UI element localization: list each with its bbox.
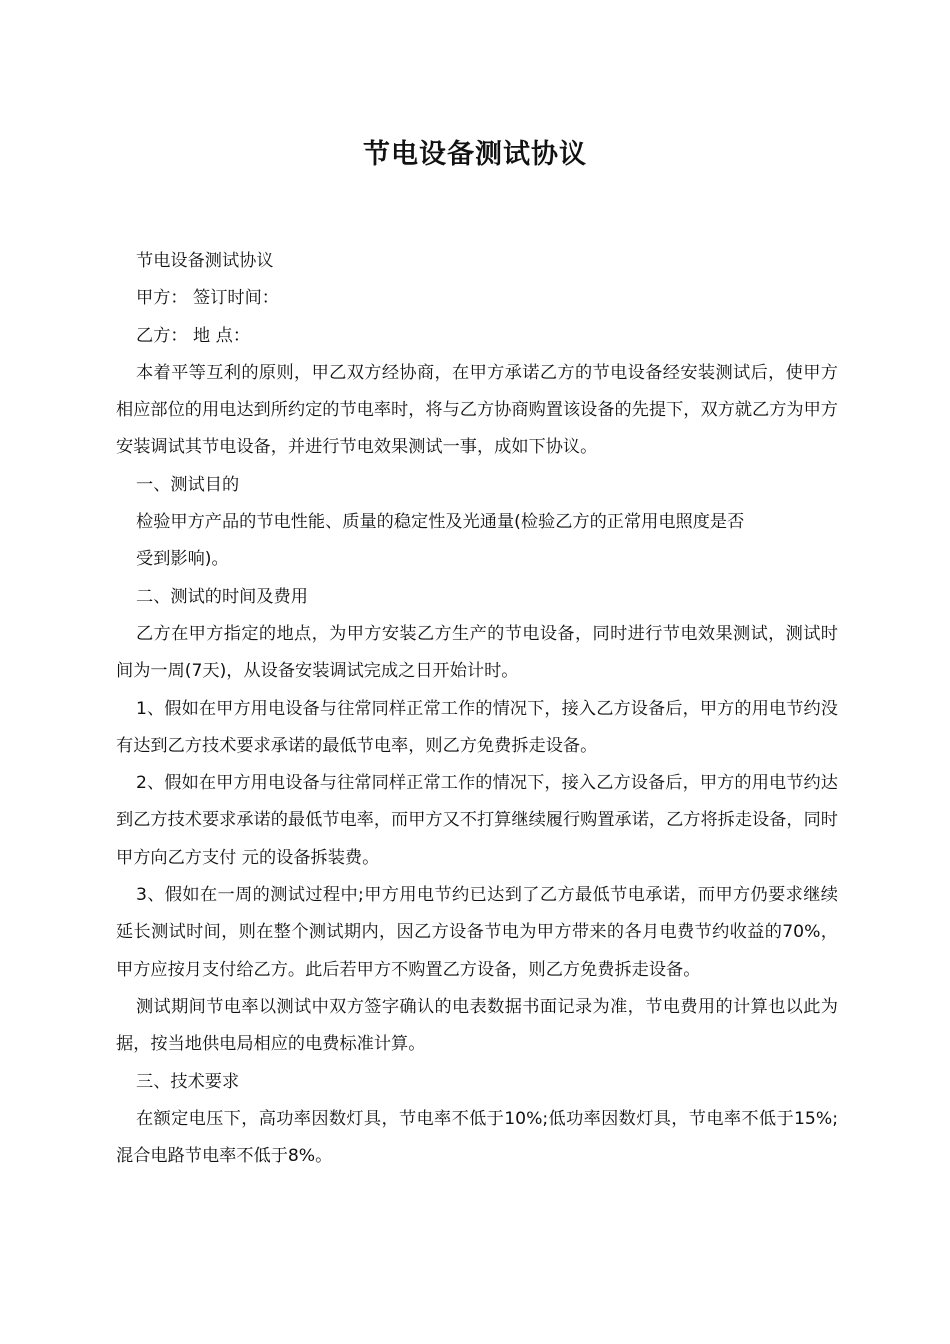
section-heading-time-cost: 二、测试的时间及费用 — [136, 586, 308, 607]
party-a-line: 甲方： 签订时间： — [136, 288, 279, 309]
measurement-paragraph: 测试期间节电率以测试中双方签字确认的电表数据书面记录为准，节电费用的计算也以此为据，按当地供电局相应的电费标准计算。 — [116, 996, 838, 1055]
party-b-line: 乙方： 地 点： — [136, 325, 251, 346]
subtitle-line: 节电设备测试协议 — [136, 251, 274, 271]
clause-3-paragraph: 3、假如在一周的测试过程中;甲方用电节约已达到了乙方最低节电承诺，而甲方仍要求继续延长测试时间，则在整个测试期内，因乙方设备节电为甲方带来的各月电费节约收益的70%，甲方应按月支付给乙方。此后若甲方不购置乙方设备，则乙方免费拆走设备。 — [116, 885, 838, 980]
section-heading-technical: 三、技术要求 — [136, 1071, 240, 1092]
clause-2-paragraph: 2、假如在甲方用电设备与往常同样正常工作的情况下，接入乙方设备后，甲方的用电节约达到乙方技术要求承诺的最低节电率，而甲方又不打算继续履行购置承诺，乙方将拆走设备，同时甲方向乙方支付 元的设备拆装费。 — [116, 773, 838, 868]
preamble-paragraph: 本着平等互利的原则，甲乙双方经协商，在甲方承诺乙方的节电设备经安装测试后，使甲方相应部位的用电达到所约定的节电率时，将与乙方协商购置该设备的先提下，双方就乙方为甲方安装调试其节电设备，并进行节电效果测试一事，成如下协议。 — [116, 362, 838, 458]
purpose-paragraph-line2: 受到影响)。 — [136, 549, 229, 570]
time-cost-paragraph: 乙方在甲方指定的地点，为甲方安装乙方生产的节电设备，同时进行节电效果测试，测试时间为一周(7天)，从设备安装调试完成之日开始计时。 — [116, 623, 838, 682]
clause-1-paragraph: 1、假如在甲方用电设备与往常同样正常工作的情况下，接入乙方设备后，甲方的用电节约没有达到乙方技术要求承诺的最低节电率，则乙方免费拆走设备。 — [116, 698, 838, 756]
technical-paragraph: 在额定电压下，高功率因数灯具，节电率不低于10%;低功率因数灯具，节电率不低于15%;混合电路节电率不低于8%。 — [116, 1108, 838, 1167]
purpose-paragraph-line1: 检验甲方产品的节电性能、质量的稳定性及光通量(检验乙方的正常用电照度是否 — [136, 512, 745, 533]
document-title: 节电设备测试协议 — [363, 139, 587, 170]
document-body — [116, 243, 838, 1175]
section-heading-purpose: 一、测试目的 — [136, 474, 240, 495]
